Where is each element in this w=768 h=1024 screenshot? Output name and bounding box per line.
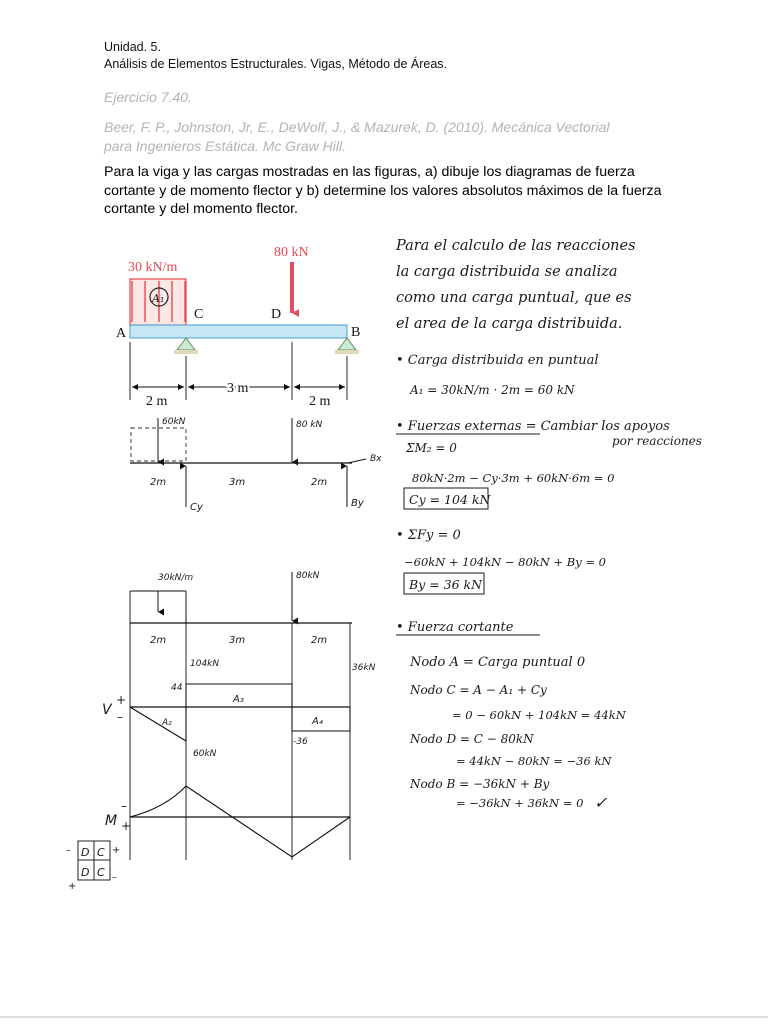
- sign-minus-left: –: [66, 845, 71, 856]
- handwritten-notes: [395, 238, 702, 812]
- r104-label: 104kN: [190, 659, 220, 669]
- point-c-label: C: [194, 307, 204, 322]
- s1-equation: A₁ = 30kN/m · 2m = 60 kN: [410, 383, 575, 397]
- sd-dim-mid: 3m: [229, 635, 246, 646]
- shear-moment-diagrams: [102, 571, 376, 860]
- v-minus-sign: –: [117, 710, 123, 724]
- m-plus-sign: +: [121, 819, 132, 833]
- note-intro-2: la carga distribuida se analiza: [396, 264, 618, 280]
- reference-line-1: Beer, F. P., Johnston, Jr, E., DeWolf, J., & Mazurek, D. (2010). Mecánica Vectorial: [104, 119, 610, 135]
- s2-title: • Fuerzas externas = Cambiar los apoyos: [396, 419, 670, 434]
- note-intro-4: el area de la carga distribuida.: [396, 316, 623, 332]
- exercise-number: Ejercicio 7.40.: [104, 89, 192, 105]
- s4-line7: = −36kN + 36kN = 0: [456, 796, 584, 810]
- fbd-by-label: By: [351, 498, 364, 509]
- dim-mid-label: 3 m: [227, 381, 249, 396]
- s4-line6: Nodo B = −36kN + By: [410, 777, 550, 791]
- r36-label: 36kN: [352, 663, 376, 673]
- sign-d-bottom: D: [81, 866, 90, 879]
- s2-result: Cy = 104 kN: [409, 492, 491, 507]
- fbd-80kn-label: 80 kN: [296, 420, 323, 430]
- point-load-label: 80 kN: [274, 245, 309, 260]
- free-body-diagram: [130, 417, 382, 513]
- note-intro-1: Para el calculo de las reacciones: [396, 238, 636, 254]
- textbook-figure: [116, 245, 360, 409]
- ground-b: [335, 350, 359, 354]
- area-a2-label: A₂: [162, 718, 172, 728]
- dim-left-label: 2 m: [146, 394, 168, 409]
- page-bottom-rule: [0, 1016, 768, 1018]
- area-a3-label: A₃: [233, 694, 244, 705]
- point-b-label: B: [351, 325, 361, 340]
- point-d-label: D: [271, 307, 282, 322]
- fbd-dim-right: 2m: [311, 477, 328, 488]
- sign-minus-right: –: [112, 872, 117, 883]
- beam: [130, 325, 347, 338]
- fbd-cy-label: Cy: [190, 502, 203, 513]
- s3-equation: −60kN + 104kN − 80kN + By = 0: [404, 555, 606, 569]
- area-a4-label: A₄: [312, 716, 323, 727]
- note-intro-3: como una carga puntual, que es: [396, 290, 632, 306]
- s2-eq1: ΣM₂ = 0: [406, 441, 457, 455]
- fbd-bx-label: Bx: [370, 454, 382, 464]
- roller-support-c: [177, 338, 195, 350]
- distributed-load-label: 30 kN/m: [128, 260, 178, 275]
- dim-right-label: 2 m: [309, 394, 331, 409]
- fbd-bx-arrow: [348, 459, 366, 463]
- s3-result: By = 36 kN: [409, 577, 483, 592]
- sign-c-bottom: C: [97, 866, 105, 879]
- fbd-dim-left: 2m: [150, 477, 167, 488]
- sign-convention: [66, 841, 120, 892]
- load-80-label: 80kN: [296, 571, 320, 581]
- v-axis-label: V: [102, 702, 112, 718]
- v-plus-sign: +: [116, 693, 127, 707]
- vneg36-label: -36: [293, 737, 308, 747]
- checkmark-icon: ✓: [594, 793, 608, 812]
- moment-curve: [130, 786, 350, 857]
- v44-label: 44: [171, 683, 183, 693]
- problem-statement: Para la viga y las cargas mostradas en las figuras, a) dibuje los diagramas de fuerza cortante y de momento flector y b) determine los valores absolutos máximos de la fuerza cortante y del momento flector.: [104, 164, 662, 217]
- m-axis-label: M: [105, 813, 118, 829]
- sign-plus-left: +: [68, 881, 77, 892]
- s3-title: • ΣFy = 0: [396, 528, 461, 543]
- sign-c-top: C: [97, 846, 105, 859]
- m-minus-sign: –: [121, 799, 127, 813]
- shear-curve: [130, 684, 350, 741]
- s1-title: • Carga distribuida en puntual: [396, 353, 599, 368]
- ground-c: [174, 350, 198, 354]
- sd-dim-left: 2m: [150, 635, 167, 646]
- sign-d-top: D: [81, 846, 90, 859]
- reference-line-2: para Ingenieros Estática. Mc Graw Hill.: [104, 138, 346, 154]
- area-a1-label: A₁: [152, 292, 165, 305]
- s4-title: • Fuerza cortante: [396, 620, 514, 635]
- unit-title: Unidad. 5.: [104, 40, 161, 54]
- s4-line5: = 44kN − 80kN = −36 kN: [456, 754, 612, 768]
- fbd-dim-mid: 3m: [229, 477, 246, 488]
- fbd-60kn-label: 60kN: [162, 417, 186, 427]
- point-a-label: A: [116, 326, 127, 341]
- load-30-label: 30kN/m: [158, 573, 194, 583]
- s2-eq2: 80kN·2m − Cy·3m + 60kN·6m = 0: [412, 471, 615, 485]
- s4-line2: Nodo C = A − A₁ + Cy: [410, 683, 547, 697]
- s4-line3: = 0 − 60kN + 104kN = 44kN: [452, 708, 626, 722]
- s4-line1: Nodo A = Carga puntual 0: [410, 655, 586, 670]
- section-subtitle: Análisis de Elementos Estructurales. Vigas, Método de Áreas.: [104, 57, 447, 71]
- sd-dim-right: 2m: [311, 635, 328, 646]
- v60-label: 60kN: [193, 749, 217, 759]
- s4-line4: Nodo D = C − 80kN: [410, 732, 534, 746]
- sign-plus-right: +: [112, 845, 121, 856]
- s2-title-cont: por reacciones: [612, 434, 702, 448]
